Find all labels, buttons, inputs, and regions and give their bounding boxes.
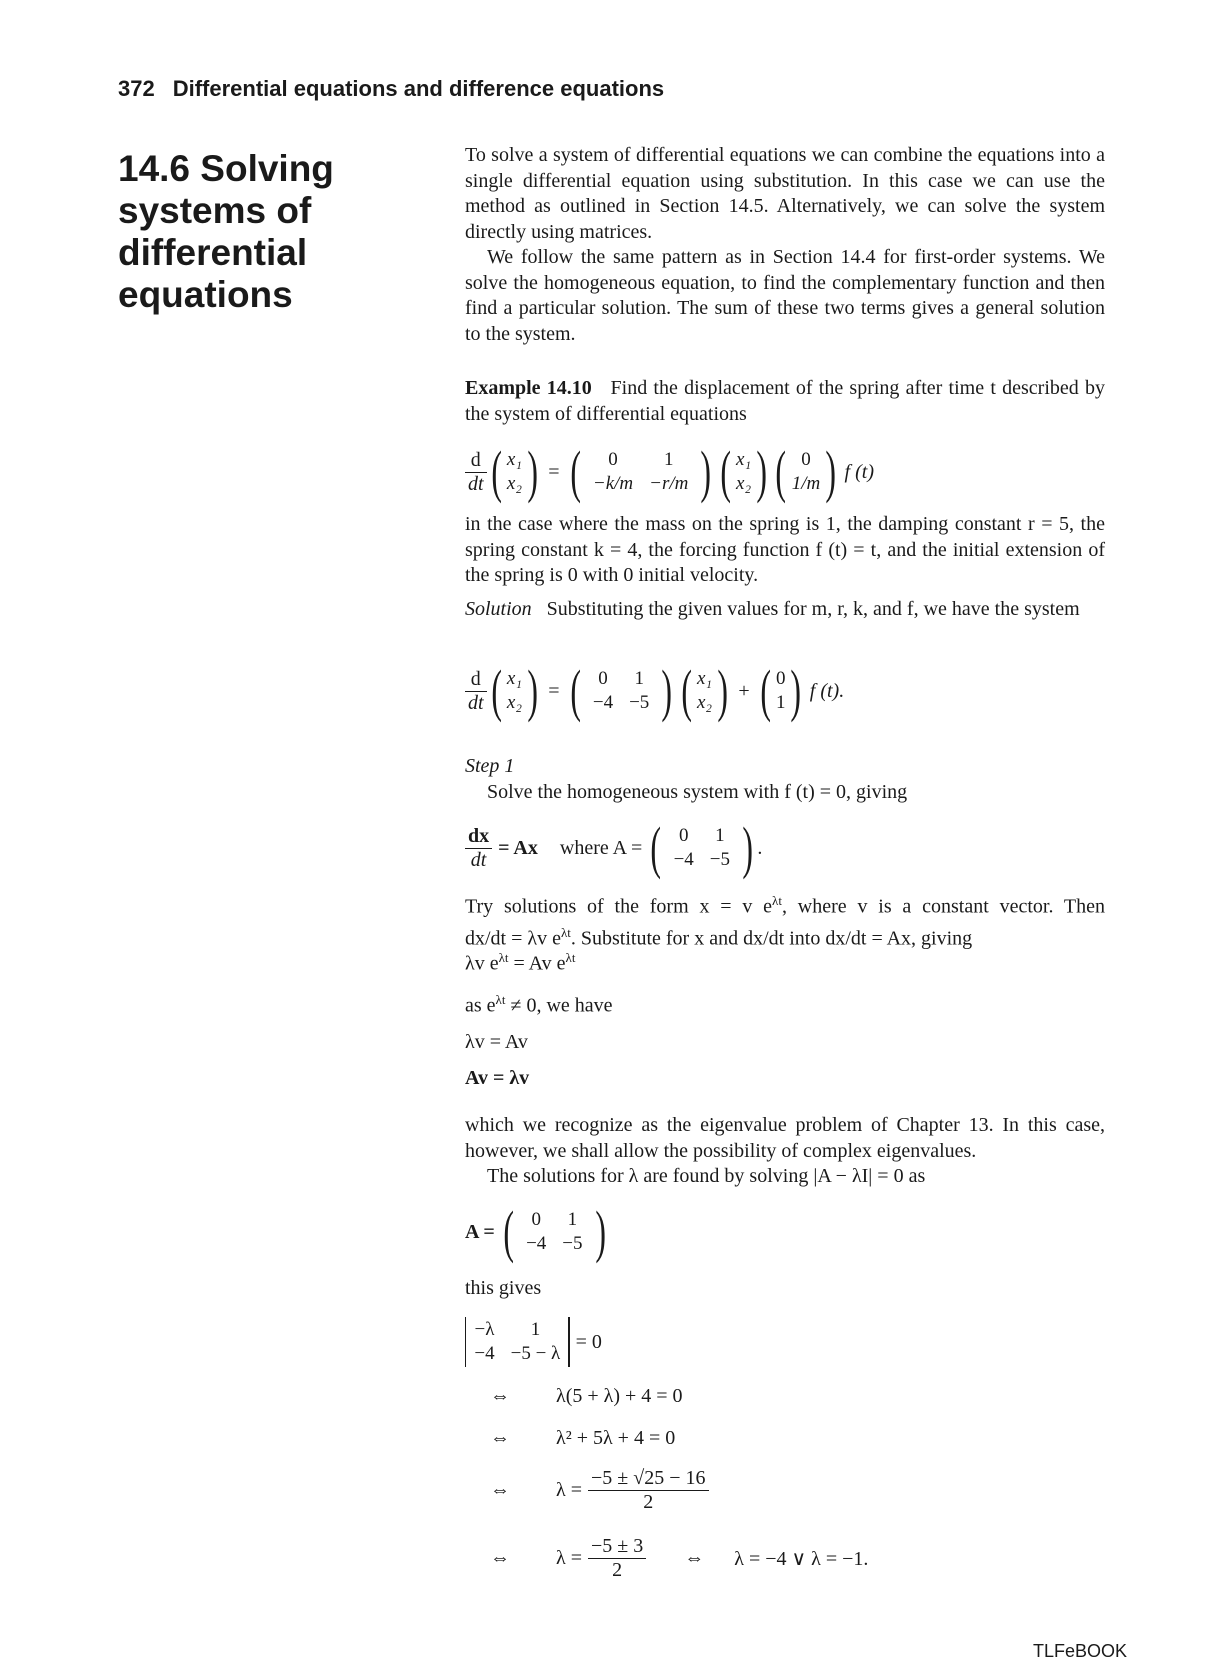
- eigen-block: [465, 1113, 1105, 1190]
- solution-block: [465, 597, 1105, 623]
- equation-lambda-ve: λv $e^{\lambda t} = Av$ $e^{\lambda t}$: [465, 950, 576, 975]
- equation-av: Av = λv: [465, 1067, 530, 1089]
- numeric-matrix: 0 1 −4 −5: [592, 668, 650, 713]
- matrix-a-definition: A = ( 0 1 −4 −5 ): [465, 1199, 606, 1264]
- solution-label: Solution: [465, 598, 532, 620]
- solution-text: Substituting the given values for m, r, k, and f, we have the system: [546, 598, 1080, 620]
- intro-block: [465, 143, 1105, 347]
- intro-paragraph-2: We follow the same pattern as in Section 14.4 for first-order systems. We solve the homogeneous equation, to find the complementary function and then find a particular solution. The sum of these two terms gives a general solution to the system.: [465, 246, 1105, 345]
- try-solutions: Try solutions of the form x = v $e^{\lambda t}$, where v is a constant vector. Then dx/dt = λv $e^{\lambda t}$. Substitute for x and dx/dt into dx/dt = Ax, giving: [465, 893, 1105, 950]
- as-nonzero: as $e^{\lambda t} \ne 0$, we have: [465, 992, 613, 1017]
- equation-lambda-v: λv = Av: [465, 1031, 528, 1053]
- forcing-vector: 0 1/m: [791, 449, 821, 494]
- forcing-function: f (t): [844, 460, 874, 483]
- chapter-title: Differential equations and difference equations: [172, 76, 665, 101]
- solution-step-4: ⇔ λ = $\frac{-5 \pm 3}{2}$ ⇔ λ = −4 ∨ λ = −1.: [490, 1534, 869, 1581]
- step1-text: Solve the homogeneous system with f (t) = 0, giving: [487, 780, 908, 803]
- example-text: Find the displacement of the spring after time t described by the system of differential equations: [465, 377, 1105, 425]
- equation-homogeneous: $\frac{dx}{dt}$ = Ax where A = ( 0 1 −4 −5 ) .: [465, 816, 762, 880]
- watermark: TLFeBOOK: [1032, 1641, 1127, 1661]
- example-label: Example 14.10: [465, 377, 592, 399]
- section-title: 14.6 Solving systems of differential equations: [118, 148, 334, 315]
- solve-text: The solutions for λ are found by solving |A − λI| = 0 as: [487, 1165, 926, 1187]
- this-gives: this gives: [465, 1277, 542, 1299]
- determinant-equation: −λ 1 −4 −5 − λ = 0: [465, 1310, 602, 1374]
- equation-system-general: $\frac{d}{dt}$ ( x₁ x₂ ) = ( 0 1 −k/m −r/m ) ( x₁ x₂ ) ( 0 1/m ) f (t): [465, 440, 874, 504]
- solution-step-2: ⇔ λ² + 5λ + 4 = 0: [490, 1427, 676, 1449]
- example-block: [465, 376, 1105, 427]
- intro-paragraph-1: To solve a system of differential equations we can combine the equations into a single differential equation using substitution. In this case we can use the method as outlined in Section 14.5. Alternatively, we can solve the system directly using matrices.: [465, 144, 1105, 243]
- running-head: [118, 76, 664, 102]
- page-number: 372: [118, 76, 155, 101]
- step1-label: Step 1: [465, 755, 515, 777]
- state-vector: x₁ x₂: [506, 449, 522, 494]
- coefficient-matrix: 0 1 −k/m −r/m: [592, 449, 689, 494]
- step1-block: [465, 754, 1105, 805]
- eigen-text: which we recognize as the eigenvalue problem of Chapter 13. In this case, however, we shall allow the possibility of complex eigenvalues.: [465, 1114, 1105, 1162]
- conditions-block: [465, 512, 1105, 589]
- solution-step-3: ⇔ λ = $\frac{-5 \pm √25 - 16}{2}$: [490, 1458, 709, 1522]
- solution-step-1: ⇔ λ(5 + λ) + 4 = 0: [490, 1385, 683, 1407]
- state-vector-rhs: x₁ x₂: [736, 449, 752, 494]
- conditions-text: in the case where the mass on the spring is 1, the damping constant r = 5, the spring constant k = 4, the forcing function f (t) = t, and the initial extension of the spring is 0 with 0 initial velocity.: [465, 513, 1105, 586]
- derivative-operator: $\frac{d}{dt}$: [465, 449, 487, 496]
- equation-system-specific: $\frac{d}{dt}$ ( x₁ x₂ ) = ( 0 1 −4 −5 ) ( x₁ x₂ ) + ( 0 1 ) f (t).: [465, 659, 844, 723]
